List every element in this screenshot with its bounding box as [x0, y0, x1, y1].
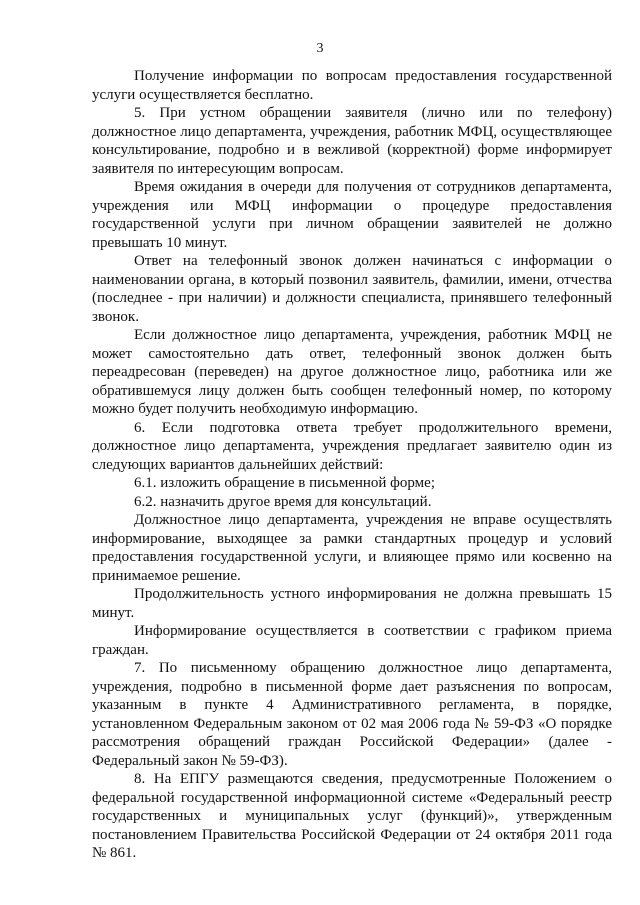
paragraph-waiting-time: Время ожидания в очереди для получения от сотрудников департамента, учреждения или МФЦ информации о процедуре предоставления государственной услуги при личном обращении заявителей не должно превышать 10 минут. [92, 179, 612, 251]
paragraph-redirect-call: Если должностное лицо департамента, учреждения, работник МФЦ не может самостоятельно дать ответ, телефонный звонок должен быть переадресован (переведен) на другое должностное лицо, работника или же обратившемуся лицу должен быть сообщен телефонный номер, по которому можно будет получить необходимую информацию. [92, 327, 612, 417]
paragraph-item-6: 6. Если подготовка ответа требует продолжительного времени, должностное лицо департамента, учреждения предлагает заявителю один из следующих вариантов дальнейших действий: [92, 419, 612, 473]
paragraph-duration: Продолжительность устного информирования не должна превышать 15 минут. [92, 586, 612, 621]
paragraph-item-5: 5. При устном обращении заявителя (лично или по телефону) должностное лицо департамента, учреждения, работник МФЦ, осуществляющее консультирование, подробно и в вежливой (корректной) форме информирует заявителя по интересующим вопросам. [92, 105, 612, 177]
paragraph-informing-limits: Должностное лицо департамента, учреждения не вправе осуществлять информирование, выходящее за рамки стандартных процедур и условий предоставления государственной услуги, и влияющее прямо или косвенно на принимаемое решение. [92, 512, 612, 584]
paragraph-phone-answer: Ответ на телефонный звонок должен начинаться с информации о наименовании органа, в который позвонил заявитель, фамилии, имени, отчества (последнее - при наличии) и должности специалиста, принявшего телефонный звонок. [92, 253, 612, 325]
document-body [92, 67, 612, 863]
paragraph-item-6-1: 6.1. изложить обращение в письменной форме; [134, 475, 435, 491]
paragraph-free-of-charge: Получение информации по вопросам предоставления государственной услуги осуществляется бесплатно. [92, 68, 612, 103]
paragraph-item-6-2: 6.2. назначить другое время для консультаций. [134, 493, 432, 510]
paragraph-schedule: Информирование осуществляется в соответствии с графиком приема граждан. [92, 623, 612, 658]
paragraph-item-7: 7. По письменному обращению должностное лицо департамента, учреждения, подробно в письменной форме дает разъяснения по вопросам, указанным в пункте 4 Административного регламента, в порядке, установленном Федеральным законом от 02 мая 2006 года № 59-ФЗ «О порядке рассмотрения обращений граждан Российской Федерации» (далее - Федеральный закон № 59-ФЗ). [92, 660, 612, 769]
paragraph-item-8: 8. На ЕПГУ размещаются сведения, предусмотренные Положением о федеральной государственной информационной системе «Федеральный реестр государственных и муниципальных услуг (функций)», утвержденным постановлением Правительства Российской Федерации от 24 октября 2011 года № 861. [92, 771, 612, 861]
page-number: 3 [316, 41, 324, 56]
